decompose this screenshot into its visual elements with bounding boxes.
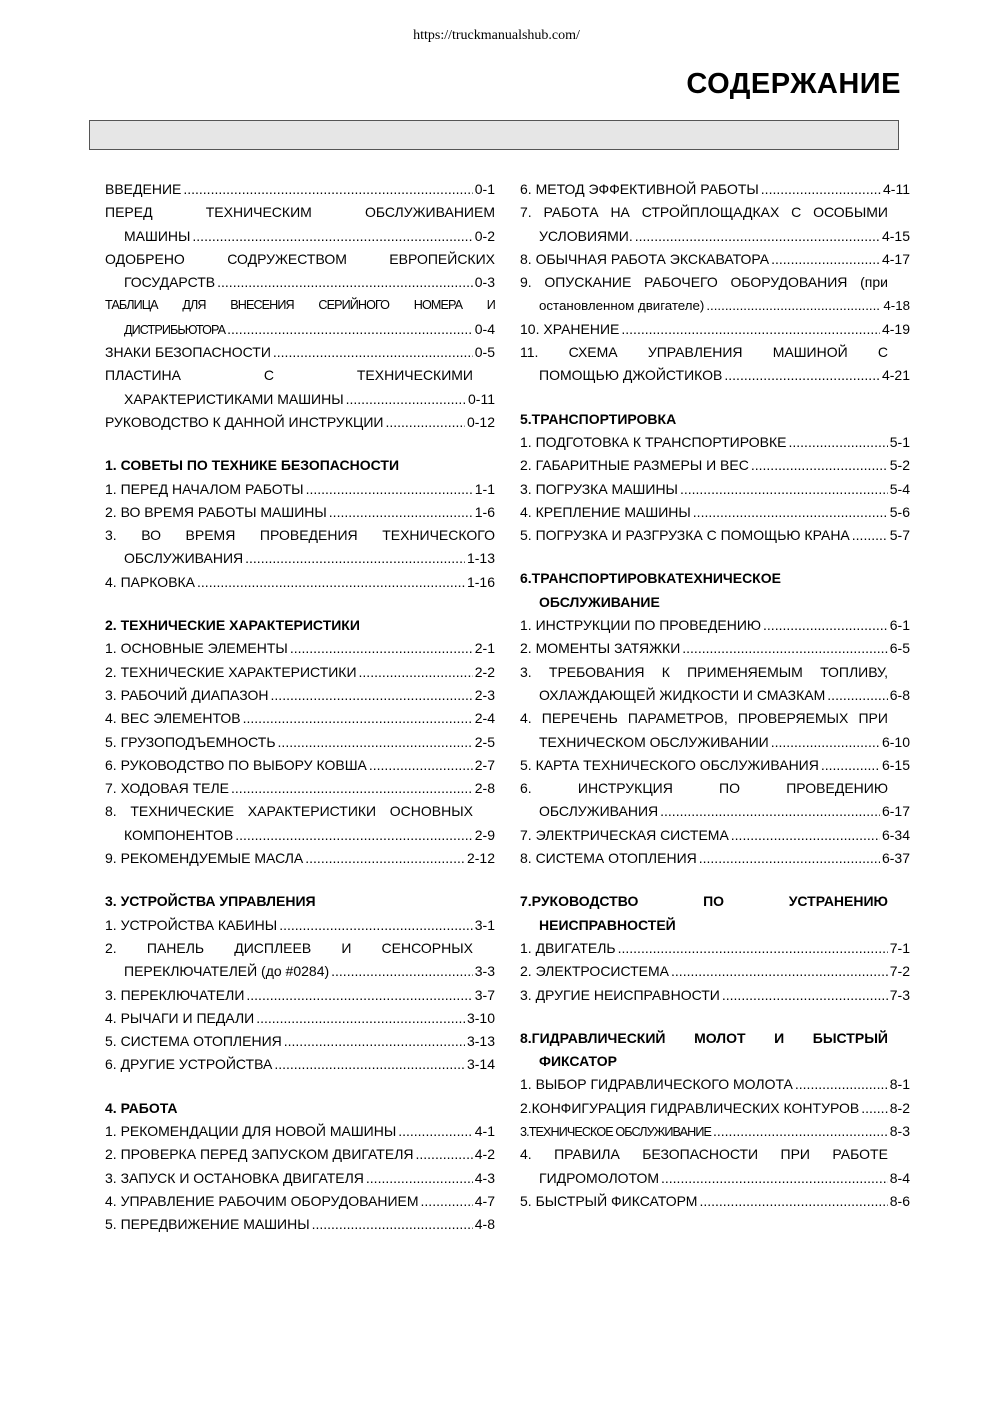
- toc-entry[interactable]: ВВЕДЕНИЕ ..... 0-1: [105, 178, 495, 201]
- toc-entry[interactable]: 2. ГАБАРИТНЫЕ РАЗМЕРЫ И ВЕС ..... 5-2: [520, 454, 910, 477]
- toc-entry[interactable]: 2. МОМЕНТЫ ЗАТЯЖКИ ..... 6-5: [520, 637, 910, 660]
- section-heading[interactable]: 7.РУКОВОДСТВО ПО УСТРАНЕНИЮ: [520, 893, 888, 910]
- toc-entry[interactable]: МАШИНЫ ..... 0-2: [105, 225, 495, 248]
- toc-entry-line[interactable]: 8. ТЕХНИЧЕСКИЕ ХАРАКТЕРИСТИКИ ОСНОВНЫХ: [105, 803, 473, 820]
- toc-entry[interactable]: ГИДРОМОЛОТОМ ..... 8-4: [520, 1167, 910, 1190]
- toc-entry[interactable]: 3. ПОГРУЗКА МАШИНЫ ..... 5-4: [520, 478, 910, 501]
- toc-entry-line[interactable]: 7. РАБОТА НА СТРОЙПЛОЩАДКАХ С ОСОБЫМИ: [520, 204, 888, 221]
- toc-entry[interactable]: 1. ДВИГАТЕЛЬ ..... 7-1: [520, 937, 910, 960]
- source-url: https://truckmanualshub.com/: [413, 28, 580, 43]
- toc-entry-line[interactable]: 2. ПАНЕЛЬ ДИСПЛЕЕВ И СЕНСОРНЫХ: [105, 939, 473, 956]
- toc-entry-line[interactable]: ОДОБРЕНО СОДРУЖЕСТВОМ ЕВРОПЕЙСКИХ: [105, 250, 495, 267]
- toc-entry[interactable]: 5. БЫСТРЫЙ ФИКСАТОРМ ..... 8-6: [520, 1190, 910, 1213]
- toc-entry[interactable]: ПЕРЕКЛЮЧАТЕЛЕЙ (до #0284) ..... 3-3: [105, 960, 495, 983]
- toc-entry[interactable]: 6. РУКОВОДСТВО ПО ВЫБОРУ КОВША ..... 2-7: [105, 754, 495, 777]
- toc-entry[interactable]: 5. КАРТА ТЕХНИЧЕСКОГО ОБСЛУЖИВАНИЯ ..... 6-15: [520, 754, 910, 777]
- toc-entry-line[interactable]: 9. ОПУСКАНИЕ РАБОЧЕГО ОБОРУДОВАНИЯ (при: [520, 274, 888, 291]
- toc-section-4-continued: [520, 178, 910, 388]
- toc-section-6: [520, 567, 910, 870]
- toc-entry[interactable]: 10. ХРАНЕНИЕ ..... 4-19: [520, 318, 910, 341]
- section-heading[interactable]: 1. СОВЕТЫ ПО ТЕХНИКЕ БЕЗОПАСНОСТИ: [105, 457, 400, 474]
- toc-entry[interactable]: 8. ОБЫЧНАЯ РАБОТА ЭКСКАВАТОРА ..... 4-17: [520, 248, 910, 271]
- toc-entry[interactable]: 1. ИНСТРУКЦИИ ПО ПРОВЕДЕНИЮ ..... 6-1: [520, 614, 910, 637]
- toc-entry[interactable]: ПОМОЩЬЮ ДЖОЙСТИКОВ ..... 4-21: [520, 364, 910, 387]
- toc-section-1: [105, 454, 495, 594]
- toc-section-5: [520, 408, 910, 548]
- toc-entry[interactable]: 2. ПРОВЕРКА ПЕРЕД ЗАПУСКОМ ДВИГАТЕЛЯ ..... 4-2: [105, 1143, 495, 1166]
- toc-entry[interactable]: 2.КОНФИГУРАЦИЯ ГИДРАВЛИЧЕСКИХ КОНТУРОВ ..... 8-2: [520, 1097, 910, 1120]
- toc-entry[interactable]: УСЛОВИЯМИ. ..... 4-15: [520, 225, 910, 248]
- section-heading-continued[interactable]: ОБСЛУЖИВАНИЕ: [539, 593, 660, 610]
- toc-entry[interactable]: ДИСТРИБЬЮТОРА ..... 0-4: [105, 318, 495, 341]
- toc-entry[interactable]: ОБСЛУЖИВАНИЯ ..... 1-13: [105, 547, 495, 570]
- toc-entry[interactable]: 4. ПАРКОВКА ..... 1-16: [105, 571, 495, 594]
- toc-entry[interactable]: 1. ПОДГОТОВКА К ТРАНСПОРТИРОВКЕ ..... 5-1: [520, 431, 910, 454]
- toc-entry[interactable]: 1. ОСНОВНЫЕ ЭЛЕМЕНТЫ ..... 2-1: [105, 637, 495, 660]
- toc-entry[interactable]: 4. РЫЧАГИ И ПЕДАЛИ ..... 3-10: [105, 1007, 495, 1030]
- toc-entry-line[interactable]: 3. ТРЕБОВАНИЯ К ПРИМЕНЯЕМЫМ ТОПЛИВУ,: [520, 663, 888, 680]
- toc-section-8: [520, 1027, 910, 1213]
- toc-entry[interactable]: 3. ДРУГИЕ НЕИСПРАВНОСТИ ..... 7-3: [520, 984, 910, 1007]
- section-heading[interactable]: 2. ТЕХНИЧЕСКИЕ ХАРАКТЕРИСТИКИ: [105, 617, 360, 634]
- toc-entry-line[interactable]: ТАБЛИЦА ДЛЯ ВНЕСЕНИЯ СЕРИЙНОГО НОМЕРА И: [105, 298, 495, 313]
- toc-section-7: [520, 890, 910, 1006]
- toc-entry[interactable]: остановленном двигателе) ..... 4-18: [520, 294, 910, 317]
- toc-entry[interactable]: РУКОВОДСТВО К ДАННОЙ ИНСТРУКЦИИ ..... 0-12: [105, 411, 495, 434]
- toc-entry[interactable]: 4. ВЕС ЭЛЕМЕНТОВ ..... 2-4: [105, 707, 495, 730]
- toc-entry[interactable]: 3. РАБОЧИЙ ДИАПАЗОН ..... 2-3: [105, 684, 495, 707]
- toc-entry[interactable]: 5. ПОГРУЗКА И РАЗГРУЗКА С ПОМОЩЬЮ КРАНА ..... 5-7: [520, 524, 910, 547]
- toc-section-4: [105, 1097, 495, 1237]
- toc-entry[interactable]: 4. УПРАВЛЕНИЕ РАБОЧИМ ОБОРУДОВАНИЕМ ..... 4-7: [105, 1190, 495, 1213]
- section-heading[interactable]: 5.ТРАНСПОРТИРОВКА: [520, 410, 677, 427]
- toc-entry[interactable]: 2. ЭЛЕКТРОСИСТЕМА ..... 7-2: [520, 960, 910, 983]
- toc-entry-line[interactable]: 4. ПРАВИЛА БЕЗОПАСНОСТИ ПРИ РАБОТЕ: [520, 1146, 888, 1163]
- toc-section-intro: [105, 178, 495, 434]
- toc-entry[interactable]: 7. ХОДОВАЯ ТЕЛЕ ..... 2-8: [105, 777, 495, 800]
- title-band: [89, 120, 899, 150]
- toc-entry[interactable]: 3. ЗАПУСК И ОСТАНОВКА ДВИГАТЕЛЯ ..... 4-3: [105, 1167, 495, 1190]
- section-heading[interactable]: 3. УСТРОЙСТВА УПРАВЛЕНИЯ: [105, 893, 316, 910]
- toc-entry[interactable]: 6. ДРУГИЕ УСТРОЙСТВА ..... 3-14: [105, 1053, 495, 1076]
- toc-entry[interactable]: 1. ПЕРЕД НАЧАЛОМ РАБОТЫ ..... 1-1: [105, 478, 495, 501]
- toc-entry-line[interactable]: ПЕРЕД ТЕХНИЧЕСКИМ ОБСЛУЖИВАНИЕМ: [105, 204, 495, 221]
- toc-entry[interactable]: ОБСЛУЖИВАНИЯ ..... 6-17: [520, 800, 910, 823]
- section-heading-continued[interactable]: ФИКСАТОР: [539, 1053, 617, 1070]
- toc-entry[interactable]: 1. УСТРОЙСТВА КАБИНЫ ..... 3-1: [105, 914, 495, 937]
- toc-entry[interactable]: ЗНАКИ БЕЗОПАСНОСТИ ..... 0-5: [105, 341, 495, 364]
- toc-entry[interactable]: ХАРАКТЕРИСТИКАМИ МАШИНЫ ..... 0-11: [105, 388, 495, 411]
- toc-left-column: [105, 178, 495, 1256]
- toc-entry-line[interactable]: 6. ИНСТРУКЦИЯ ПО ПРОВЕДЕНИЮ: [520, 780, 888, 797]
- toc-entry[interactable]: 2. ВО ВРЕМЯ РАБОТЫ МАШИНЫ ..... 1-6: [105, 501, 495, 524]
- toc-entry[interactable]: 5. ПЕРЕДВИЖЕНИЕ МАШИНЫ ..... 4-8: [105, 1213, 495, 1236]
- toc-entry-line[interactable]: ПЛАСТИНА С ТЕХНИЧЕСКИМИ: [105, 367, 473, 384]
- toc-entry[interactable]: 8. СИСТЕМА ОТОПЛЕНИЯ ..... 6-37: [520, 847, 910, 870]
- toc-entry[interactable]: ОХЛАЖДАЮЩЕЙ ЖИДКОСТИ И СМАЗКАМ ..... 6-8: [520, 684, 910, 707]
- section-heading[interactable]: 6.ТРАНСПОРТИРОВКАТЕХНИЧЕСКОЕ: [520, 570, 781, 587]
- toc-entry[interactable]: 3. ПЕРЕКЛЮЧАТЕЛИ ..... 3-7: [105, 984, 495, 1007]
- toc-entry[interactable]: 1. РЕКОМЕНДАЦИИ ДЛЯ НОВОЙ МАШИНЫ ..... 4-1: [105, 1120, 495, 1143]
- toc-entry[interactable]: 5. СИСТЕМА ОТОПЛЕНИЯ ..... 3-13: [105, 1030, 495, 1053]
- toc-entry[interactable]: 4. КРЕПЛЕНИЕ МАШИНЫ ..... 5-6: [520, 501, 910, 524]
- toc-entry-line[interactable]: 11. СХЕМА УПРАВЛЕНИЯ МАШИНОЙ С: [520, 344, 888, 361]
- page-title: СОДЕРЖАНИЕ: [686, 68, 901, 100]
- toc-section-2: [105, 614, 495, 870]
- toc-entry[interactable]: ГОСУДАРСТВ ..... 0-3: [105, 271, 495, 294]
- toc-section-3: [105, 890, 495, 1076]
- toc-entry[interactable]: 3.ТЕХНИЧЕСКОЕ ОБСЛУЖИВАНИЕ ..... 8-3: [520, 1120, 910, 1143]
- section-heading[interactable]: 4. РАБОТА: [105, 1099, 178, 1116]
- toc-right-column: [520, 178, 910, 1233]
- toc-entry[interactable]: КОМПОНЕНТОВ ..... 2-9: [105, 824, 495, 847]
- toc-entry[interactable]: ТЕХНИЧЕСКОМ ОБСЛУЖИВАНИИ ..... 6-10: [520, 731, 910, 754]
- toc-entry[interactable]: 2. ТЕХНИЧЕСКИЕ ХАРАКТЕРИСТИКИ ..... 2-2: [105, 661, 495, 684]
- toc-entry[interactable]: 7. ЭЛЕКТРИЧЕСКАЯ СИСТЕМА ..... 6-34: [520, 824, 910, 847]
- toc-entry-line[interactable]: 3. ВО ВРЕМЯ ПРОВЕДЕНИЯ ТЕХНИЧЕСКОГО: [105, 527, 495, 544]
- toc-entry[interactable]: 1. ВЫБОР ГИДРАВЛИЧЕСКОГО МОЛОТА ..... 8-1: [520, 1073, 910, 1096]
- section-heading[interactable]: 8.ГИДРАВЛИЧЕСКИЙ МОЛОТ И БЫСТРЫЙ: [520, 1029, 888, 1046]
- toc-entry[interactable]: 5. ГРУЗОПОДЪЕМНОСТЬ ..... 2-5: [105, 731, 495, 754]
- toc-entry[interactable]: 9. РЕКОМЕНДУЕМЫЕ МАСЛА ..... 2-12: [105, 847, 495, 870]
- toc-entry-line[interactable]: 4. ПЕРЕЧЕНЬ ПАРАМЕТРОВ, ПРОВЕРЯЕМЫХ ПРИ: [520, 710, 888, 727]
- toc-entry[interactable]: 6. МЕТОД ЭФФЕКТИВНОЙ РАБОТЫ ..... 4-11: [520, 178, 910, 201]
- section-heading-continued[interactable]: НЕИСПРАВНОСТЕЙ: [539, 916, 676, 933]
